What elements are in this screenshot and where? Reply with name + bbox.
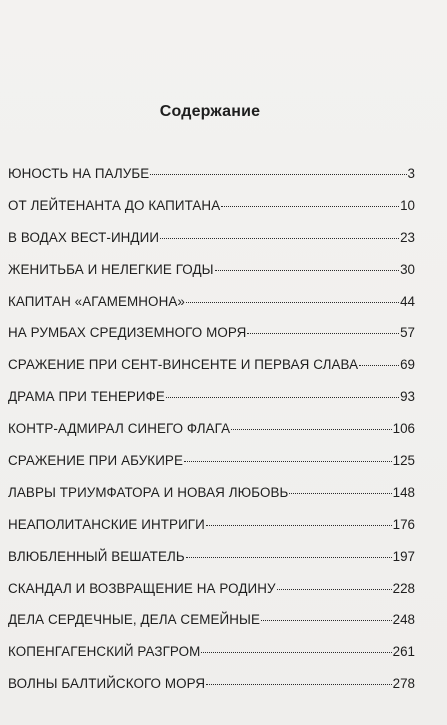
toc-entry — [8, 484, 415, 516]
dot-leader — [289, 493, 391, 494]
dot-leader — [247, 333, 399, 334]
toc-entry — [8, 643, 415, 675]
toc-entry-page: 93 — [400, 389, 415, 405]
dot-leader — [186, 557, 392, 558]
page-title: Содержание — [159, 103, 261, 120]
toc-entry-page: 3 — [407, 166, 415, 181]
table-of-contents — [8, 165, 415, 707]
toc-entry-title: КОНТР-АДМИРАЛ СИНЕГО ФЛАГА — [8, 421, 231, 437]
toc-entry-title: ЮНОСТЬ НА ПАЛУБЕ — [8, 166, 150, 181]
dot-leader — [160, 238, 399, 239]
toc-entry-title: КОПЕНГАГЕНСКИЙ РАЗГРОМ — [8, 644, 201, 660]
toc-entry-page: 248 — [392, 612, 415, 628]
dot-leader — [221, 206, 399, 207]
toc-entry-title: СКАНДАЛ И ВОЗВРАЩЕНИЕ НА РОДИНУ — [8, 580, 276, 596]
dot-leader — [186, 302, 399, 303]
dot-leader — [215, 270, 399, 271]
toc-entry-page: 197 — [392, 548, 415, 564]
toc-entry-title: ЛАВРЫ ТРИУМФАТОРА И НОВАЯ ЛЮБОВЬ — [8, 484, 289, 500]
dot-leader — [184, 461, 392, 462]
toc-entry-title: ВОЛНЫ БАЛТИЙСКОГО МОРЯ — [8, 676, 206, 692]
dot-leader — [166, 397, 399, 398]
toc-entry-page: 278 — [392, 676, 415, 692]
toc-entry — [8, 324, 415, 356]
dot-leader — [150, 174, 406, 175]
toc-entry-page: 57 — [400, 325, 415, 341]
toc-entry-page: 23 — [400, 229, 415, 245]
toc-entry-title: ДЕЛА СЕРДЕЧНЫЕ, ДЕЛА СЕМЕЙНЫЕ — [8, 612, 261, 628]
toc-entry — [8, 675, 415, 707]
toc-entry-title: ЖЕНИТЬБА И НЕЛЕГКИЕ ГОДЫ — [8, 261, 214, 277]
toc-entry-title: В ВОДАХ ВЕСТ-ИНДИИ — [8, 229, 160, 245]
toc-entry-title: ДРАМА ПРИ ТЕНЕРИФЕ — [8, 389, 165, 405]
toc-entry-page: 44 — [400, 293, 415, 309]
toc-entry-title: СРАЖЕНИЕ ПРИ СЕНТ-ВИНСЕНТЕ И ПЕРВАЯ СЛАВА — [8, 357, 359, 373]
toc-entry-title: СРАЖЕНИЕ ПРИ АБУКИРЕ — [8, 453, 183, 469]
toc-entry-title: ВЛЮБЛЕННЫЙ ВЕШАТЕЛЬ — [8, 548, 185, 564]
toc-entry-page: 69 — [400, 357, 415, 373]
toc-entry-page: 176 — [392, 516, 415, 532]
toc-entry — [8, 388, 415, 420]
toc-entry-page: 10 — [400, 197, 415, 213]
toc-entry-page: 106 — [392, 421, 415, 437]
dot-leader — [277, 589, 392, 590]
toc-entry — [8, 420, 415, 452]
toc-entry-page: 228 — [392, 580, 415, 596]
toc-entry — [8, 197, 415, 229]
toc-entry — [8, 548, 415, 580]
dot-leader — [206, 525, 392, 526]
dot-leader — [261, 620, 392, 621]
toc-entry-page: 261 — [392, 644, 415, 660]
toc-entry — [8, 611, 415, 643]
toc-entry — [8, 261, 415, 293]
dot-leader — [359, 365, 399, 366]
dot-leader — [231, 429, 391, 430]
toc-entry — [8, 452, 415, 484]
toc-entry-title: НА РУМБАХ СРЕДИЗЕМНОГО МОРЯ — [8, 325, 247, 341]
toc-entry-title: КАПИТАН «АГАМЕМНОНА» — [8, 293, 185, 309]
toc-entry — [8, 229, 415, 261]
toc-entry-page: 148 — [392, 484, 415, 500]
toc-entry — [8, 293, 415, 325]
dot-leader — [206, 684, 391, 685]
toc-entry-page: 125 — [392, 453, 415, 469]
toc-entry-title: НЕАПОЛИТАНСКИЕ ИНТРИГИ — [8, 516, 205, 532]
toc-entry — [8, 580, 415, 612]
toc-entry — [8, 356, 415, 388]
dot-leader — [201, 652, 391, 653]
toc-entry-page: 30 — [400, 261, 415, 277]
toc-entry — [8, 516, 415, 548]
toc-entry-title: ОТ ЛЕЙТЕНАНТА ДО КАПИТАНА — [8, 197, 221, 213]
toc-entry — [8, 165, 415, 197]
